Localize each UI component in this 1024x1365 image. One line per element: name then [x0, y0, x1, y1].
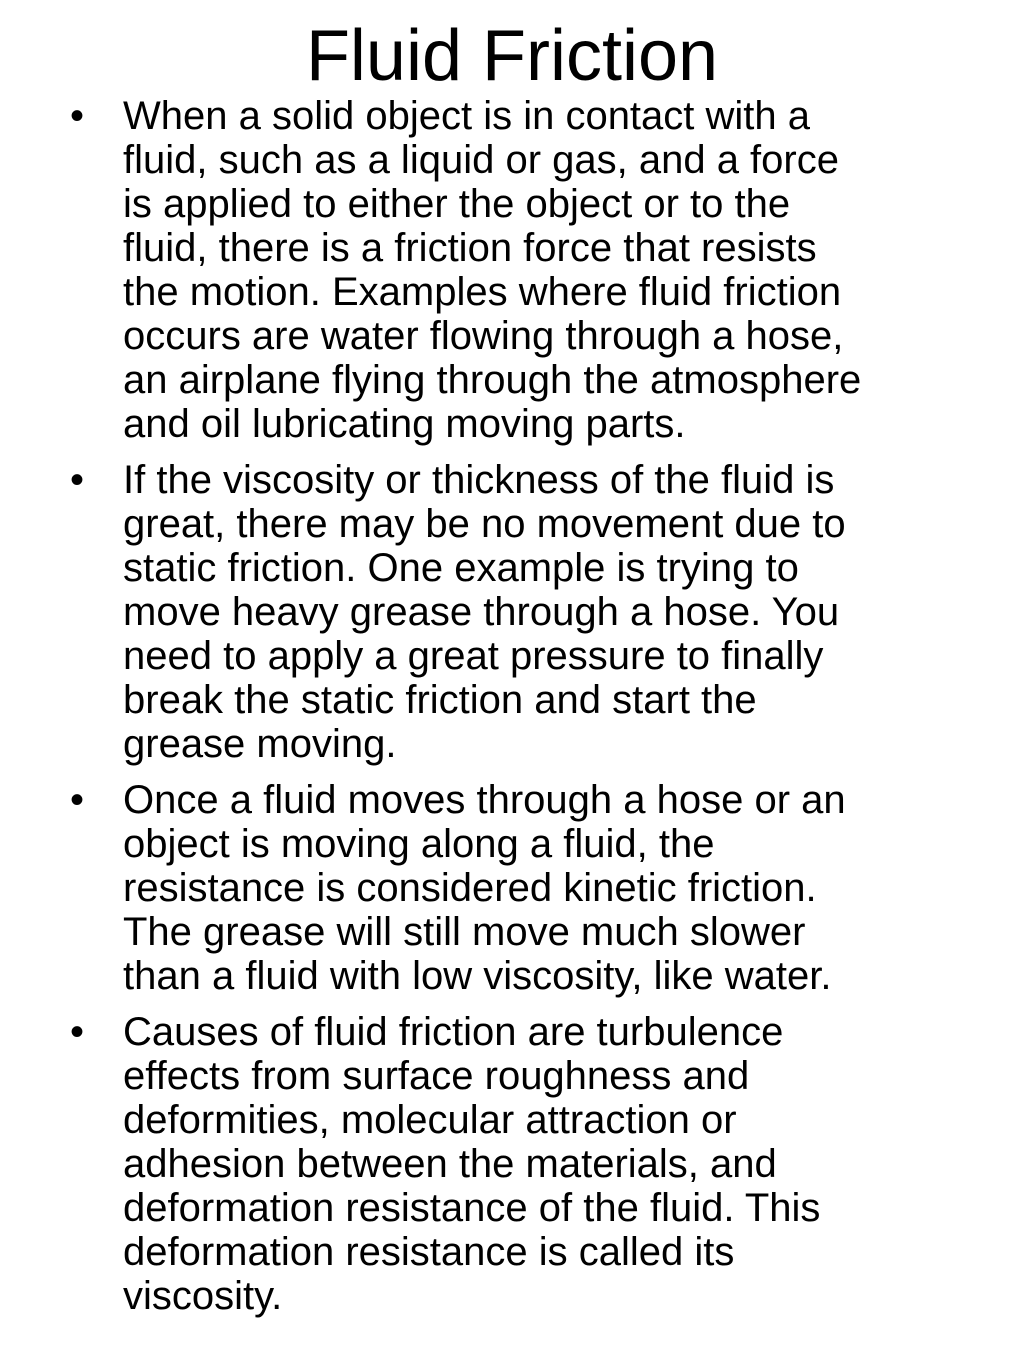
bullet-text [123, 94, 970, 446]
bullet-line: than a fluid with low viscosity, like water. [123, 954, 832, 998]
bullet-line: grease moving. [123, 722, 397, 766]
bullet-line: is applied to either the object or to the [123, 182, 791, 226]
bullet-text [123, 458, 970, 766]
bullet-item [70, 778, 970, 998]
bullet-line: Once a fluid moves through a hose or an [123, 778, 846, 822]
bullet-text [123, 778, 970, 998]
bullet-line: effects from surface roughness and [123, 1054, 750, 1098]
bullet-item [70, 458, 970, 766]
bullet-line: fluid, such as a liquid or gas, and a force [123, 138, 839, 182]
bullet-icon: • [70, 94, 85, 138]
bullet-line: occurs are water flowing through a hose, [123, 314, 844, 358]
bullet-line: resistance is considered kinetic friction. [123, 866, 817, 910]
bullet-line: The grease will still move much slower [123, 910, 806, 954]
bullet-line: the motion. Examples where fluid friction [123, 270, 842, 314]
bullet-line: adhesion between the materials, and [123, 1142, 777, 1186]
bullet-line: break the static friction and start the [123, 678, 757, 722]
bullet-line: move heavy grease through a hose. You [123, 590, 840, 634]
bullet-line: great, there may be no movement due to [123, 502, 846, 546]
bullet-line: object is moving along a fluid, the [123, 822, 715, 866]
bullet-icon: • [70, 778, 85, 822]
bullet-line: need to apply a great pressure to finally [123, 634, 824, 678]
bullet-line: If the viscosity or thickness of the fluid is [123, 458, 835, 502]
bullet-icon: • [70, 1010, 85, 1054]
bullet-item [70, 94, 970, 446]
bullet-line: deformation resistance of the fluid. This [123, 1186, 821, 1230]
bullet-text [123, 1010, 970, 1318]
bullet-line: an airplane flying through the atmosphere [123, 358, 862, 402]
slide-title: Fluid Friction [305, 16, 719, 96]
bullet-line: static friction. One example is trying to [123, 546, 799, 590]
bullet-line: and oil lubricating moving parts. [123, 402, 686, 446]
bullet-line: fluid, there is a friction force that resists [123, 226, 817, 270]
bullet-line: viscosity. [123, 1274, 283, 1318]
bullet-line: deformation resistance is called its [123, 1230, 735, 1274]
bullet-item [70, 1010, 970, 1318]
bullet-line: When a solid object is in contact with a [123, 94, 811, 138]
bullet-line: Causes of fluid friction are turbulence [123, 1010, 784, 1054]
bullet-list [70, 94, 970, 1330]
bullet-line: deformities, molecular attraction or [123, 1098, 737, 1142]
bullet-icon: • [70, 458, 85, 502]
